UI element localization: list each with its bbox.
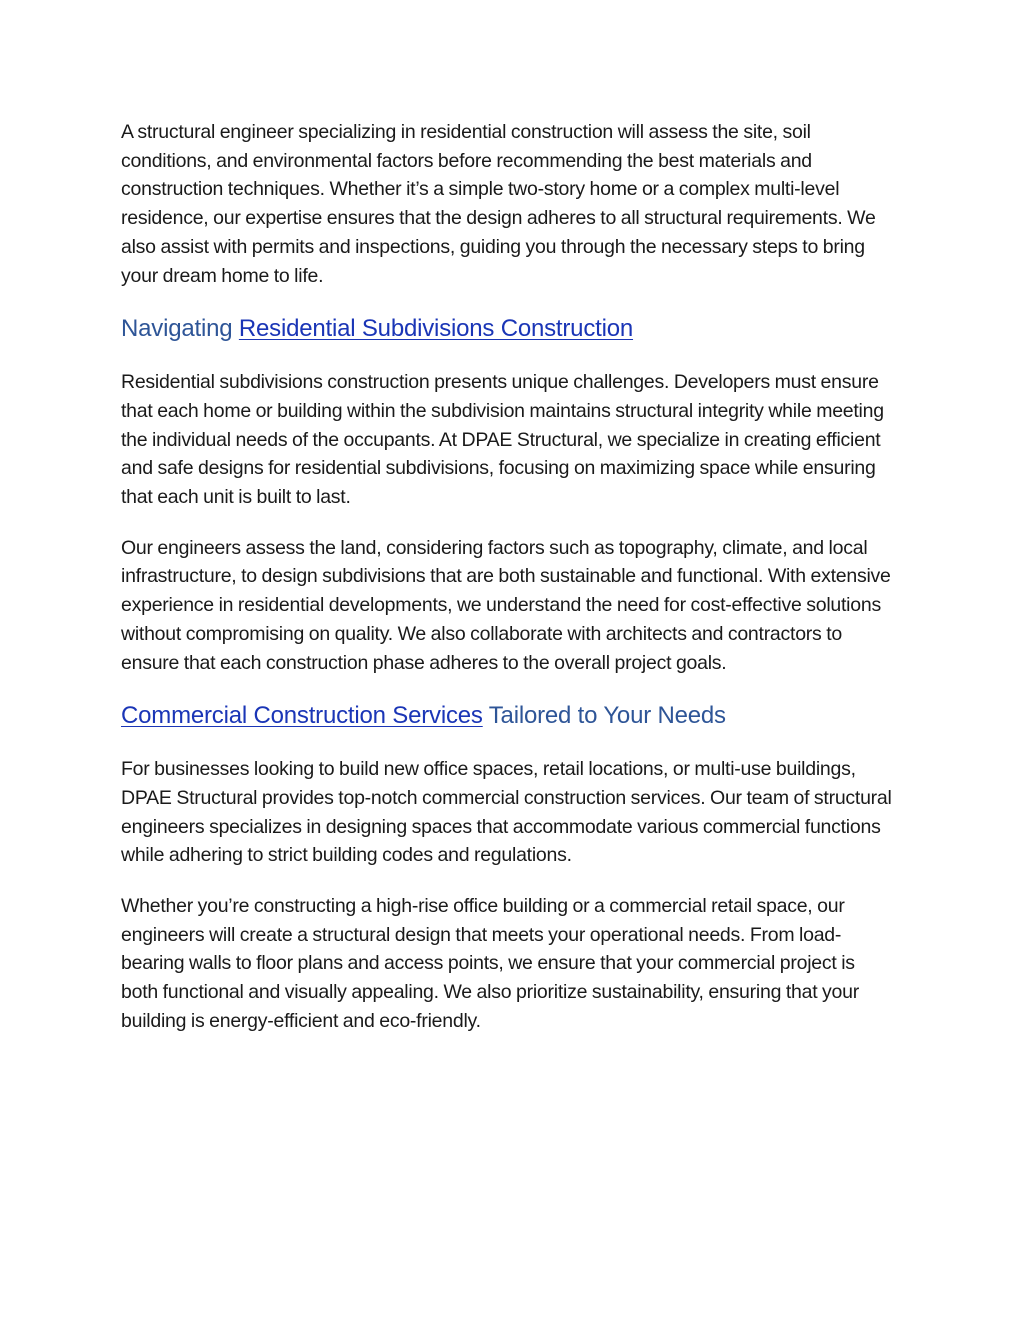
commercial-paragraph-1: For businesses looking to build new office spaces, retail locations, or multi-use buildings, DPAE Structural provides top-notch commercial construction services. Our team of structural engineers specializes in designing spaces that accommodate various commercial functions while adhering to strict building codes and regulations.: [121, 758, 892, 867]
section-heading-commercial-construction: [121, 699, 896, 733]
commercial-paragraph-2: Whether you’re constructing a high-rise office building or a commercial retail space, our engineers will create a structural design that meets your operational needs. From load-bearing walls to floor plans and access points, we ensure that your commercial project is both functional and visually appealing. We also prioritize sustainability, ensuring that your building is energy-efficient and eco-friendly.: [121, 895, 859, 1032]
heading-suffix: Tailored to Your Needs: [482, 702, 726, 730]
section-heading-residential-subdivisions: [121, 312, 896, 346]
subdivisions-paragraph-2: Our engineers assess the land, considering factors such as topography, climate, and local infrastructure, to design subdivisions that are both sustainable and functional. With extensive experience in residential developments, we understand the need for cost-effective solutions without compromising on quality. We also collaborate with architects and contractors to ensure that each construction phase adheres to the overall project goals.: [121, 536, 891, 674]
residential-subdivisions-link[interactable]: Residential Subdivisions Construction: [238, 315, 634, 343]
heading-prefix: Navigating: [121, 315, 239, 343]
document-content: [121, 118, 896, 1058]
commercial-construction-link[interactable]: Commercial Construction Services: [121, 702, 483, 730]
intro-paragraph: A structural engineer specializing in residential construction will assess the site, soil conditions, and environmental factors before recommending the best materials and construction techniques. Whether it’s a simple two-story home or a complex multi-level residence, our expertise ensures that the design adheres to all structural requirements. We also assist with permits and inspections, guiding you through the necessary steps to bring your dream home to life.: [121, 121, 876, 287]
subdivisions-paragraph-1: Residential subdivisions construction presents unique challenges. Developers must ensure that each home or building within the subdivision maintains structural integrity while meeting the individual needs of the occupants. At DPAE Structural, we specialize in creating efficient and safe designs for residential subdivisions, focusing on maximizing space while ensuring that each unit is built to last.: [121, 371, 884, 509]
